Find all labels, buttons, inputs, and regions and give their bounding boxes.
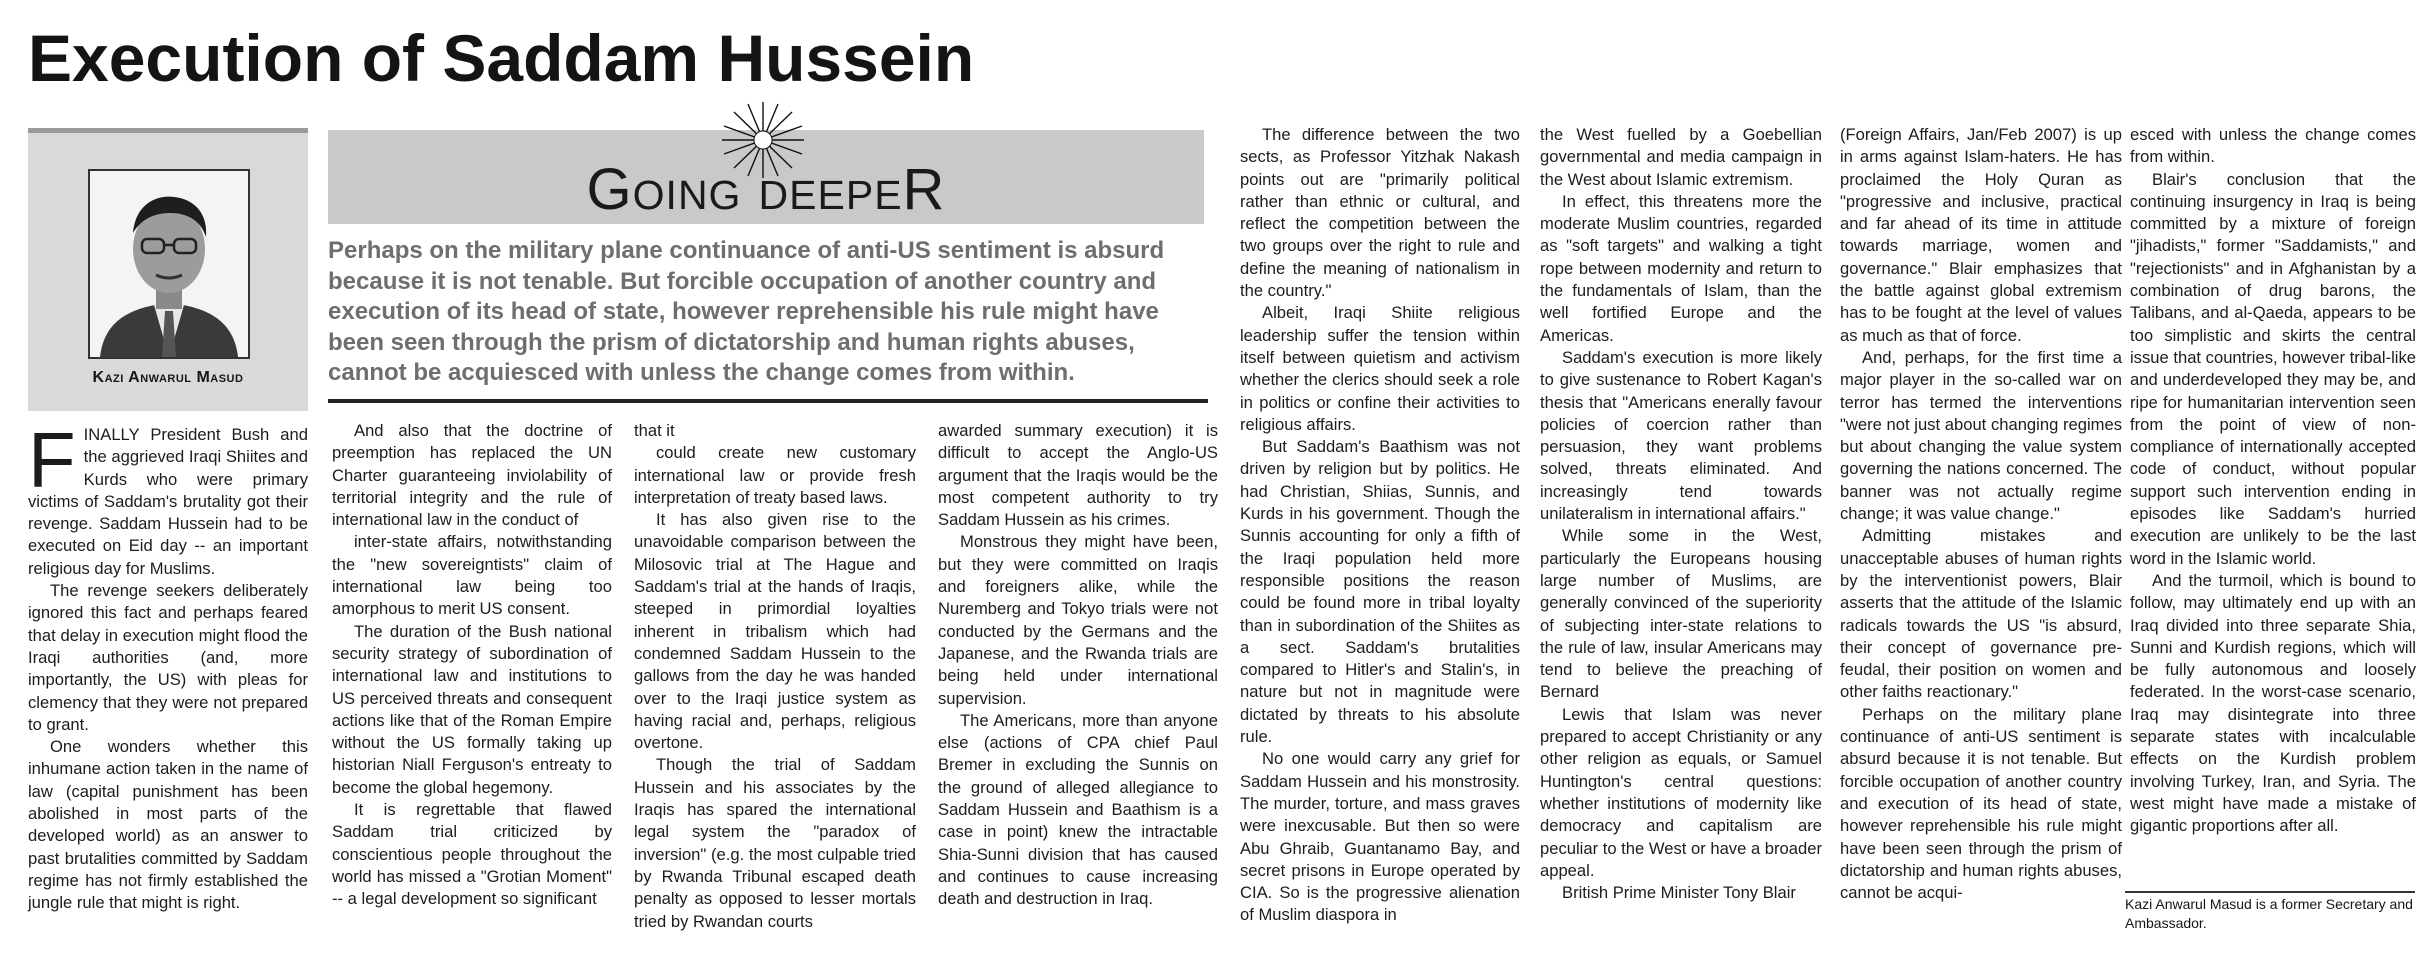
section-title: Going deepeR xyxy=(586,157,946,222)
body-column-7 xyxy=(1840,124,2122,904)
paragraph: No one would carry any grief for Saddam Hussein and his monstrosity. The murder, torture, and mass graves were inexcusable. But then so were Abu Ghraib, Guantanamo Bay, and secret prisons in Europe operated by CIA. So is the progressive alienation of Muslim diaspora in xyxy=(1240,749,1520,925)
paragraph: Monstrous they might have been, but they were committed on Iraqis and foreigners alike, while the Nuremberg and Tokyo trials were not conducted by the Germans and the Japanese, and the Rwanda trials are being held under international supervision. xyxy=(938,532,1218,708)
author-footnote: Kazi Anwarul Masud is a former Secretary and Ambassador. xyxy=(2125,896,2413,931)
paragraph: British Prime Minister Tony Blair xyxy=(1562,883,1796,903)
paragraph: It has also given rise to the unavoidable comparison between the Milosovic trial at The Hague and Saddam's trial at the hands of Iraqis, steeped in primordial loyalties inherent in tribalism which had condemned Saddam Hussein to the gallows from the day he was handed over to the Iraqi justice system as having racial and, perhaps, religious overtone. xyxy=(634,510,916,753)
body-column-5 xyxy=(1240,124,1520,927)
paragraph: The duration of the Bush national security strategy of subordination of international law and institutions to US perceived threats and consequent actions like that of the Roman Empire without the US formally taking up historian Niall Ferguson's entreaty to become the global hegemony. xyxy=(332,621,612,797)
drop-cap: F xyxy=(28,416,76,504)
paragraph: Though the trial of Saddam Hussein and his associates by the Iraqis has spared the international legal system the "paradox of inversion" (e.g. the most culpable tried by Rwanda Tribunal escaped death penalty as opposed to lesser mortals tried by Rwandan courts xyxy=(634,755,916,931)
paragraph: And, perhaps, for the first time a major player in the so-called war on terror has termed the interventions "were not just about changing regimes but about changing the value system governing the nations concerned. The banner was not actually regime change; it was value change." xyxy=(1840,347,2122,524)
paragraph: The difference between the two sects, as Professor Yitzhak Nakash points out are "primarily political rather than ethnic or cultural, and reflect the competition between the two groups over the right to rule and define the meaning of nationalism in the country." xyxy=(1240,125,1520,301)
body-column-8 xyxy=(2130,124,2416,838)
author-name: Kazi Anwarul Masud xyxy=(92,369,244,386)
paragraph: While some in the West, particularly the Europeans housing large number of Muslims, are generally convinced of the superiority of subjecting inter-state relations to the rule of law, insular Americans may tend to believe the preaching of Bernard xyxy=(1540,526,1822,702)
paragraph: esced with unless the change comes from within. xyxy=(2130,125,2416,167)
author-box xyxy=(28,128,308,411)
lead-paragraph xyxy=(28,416,308,580)
body-column-4 xyxy=(938,420,1218,911)
body-column-1 xyxy=(28,416,308,915)
paragraph: that it xyxy=(634,421,675,440)
body-column-6 xyxy=(1540,124,1822,904)
paragraph: One wonders whether this inhumane action taken in the name of law (capital punishment has been abolished in most parts of the developed world) as an answer to past brutalities committed by Saddam regime has not firmly established the jungle rule that might is right. xyxy=(28,737,308,913)
paragraph: awarded summary execution) it is difficult to accept the Anglo-US argument that the Iraqis would be the most competent authority to try Saddam Hussein as his crimes. xyxy=(938,421,1218,530)
paragraph: could create new customary international law or provide fresh interpretation of treaty based laws. xyxy=(634,443,916,507)
paragraph: the West fuelled by a Goebellian governmental and media campaign in the West about Islamic extremism. xyxy=(1540,125,1822,189)
paragraph: (Foreign Affairs, Jan/Feb 2007) is up in arms against Islam-haters. He has proclaimed the Holy Quran as "progressive and inclusive, practical and far ahead of its time in attitude towards marriage, women and governance." Blair emphasizes that the battle against global extremism has to be fought at the level of values as much as that of force. xyxy=(1840,125,2122,345)
paragraph: Albeit, Iraqi Shiite religious leadership suffer the tension within itself between quietism and activism whether the clerics should seek a role in politics or confine their activities to religious affairs. xyxy=(1240,303,1520,434)
paragraph: Saddam's execution is more likely to give sustenance to Robert Kagan's thesis that "Americans enerally favour policies of coercion rather than persuasion, they want problems solved, threats eliminated. And increasingly tend towards unilateralism in international affairs." xyxy=(1540,347,1822,524)
footnote-rule xyxy=(2125,891,2415,893)
body-column-2 xyxy=(332,420,612,911)
body-column-3 xyxy=(634,420,916,933)
paragraph: inter-state affairs, notwithstanding the "new sovereigntists" claim of international law being too amorphous to merit US consent. xyxy=(332,532,612,619)
paragraph: But Saddam's Baathism was not driven by religion but by politics. He had Christian, Shiias, Sunnis, and Kurds in his government. Though the Sunnis accounting for only a fifth of the Iraqi population held more responsible positions the reason could be found more in tribal loyalty than in subordination of the Shiites as a sect. Saddam's brutalities compared to Hitler's and Stalin's, in nature but not in magnitude were dictated by threats to his absolute rule. xyxy=(1240,437,1520,747)
paragraph: And also that the doctrine of preemption has replaced the UN Charter guaranteeing inviolability of territorial integrity and the rule of international law in the conduct of xyxy=(332,421,612,530)
paragraph: Blair's conclusion that the continuing insurgency in Iraq is being committed by a mixture of foreign "jihadists," former "Saddamists," and "rejectionists" and in Afghanistan by a combination of drug barons, the Talibans, and al-Qaeda, appears to be too simplistic and skirts the central issue that countries, however tribal-like and underdeveloped they may be, and ripe for humanitarian intervention seen from the point of view of non-compliance of internationally accepted code of conduct, without popular support such intervention ending in episodes like Saddam's hurried execution are unlikely to be the last word in the Islamic world. xyxy=(2130,169,2416,568)
paragraph: Admitting mistakes and unacceptable abuses of human rights by the interventionist powers, Blair asserts that the attitude of the Islamic radicals towards the US "is absurd, their concept of governance pre-feudal, their position on women and other faiths reactionary." xyxy=(1840,526,2122,702)
headline: Execution of Saddam Hussein xyxy=(28,21,975,95)
paragraph: In effect, this threatens more the moderate Muslim countries, regarded as "soft targets" and walking a tight rope between modernity and return to the fundamentals of Islam, than the well fortified Europe and the Americas. xyxy=(1540,191,1822,345)
deck-rule xyxy=(328,399,1208,403)
paragraph: Lewis that Islam was never prepared to accept Christianity or any other religion as equals, or Samuel Huntington's central questions: whether institutions of modernity like democracy and capitalism are peculiar to the West or have a broader appeal. xyxy=(1540,704,1822,880)
paragraph: It is regrettable that flawed Saddam trial criticized by conscientious people throughout the world has missed a "Grotian Moment" -- a legal development so significant xyxy=(332,800,612,909)
deck-quote: Perhaps on the military plane continuance of anti-US sentiment is absurd because it is not tenable. But forcible occupation of another country and execution of its head of state, however reprehensible his rule might have been seen through the prism of dictatorship and human rights abuses, cannot be acquiesced with unless the change comes from within. xyxy=(328,237,1165,386)
paragraph: Perhaps on the military plane continuance of anti-US sentiment is absurd because it is not tenable. But forcible occupation of another country and execution of its head of state, however reprehensible his rule might have been seen through the prism of dictatorship and human rights abuses, cannot be acqui- xyxy=(1840,704,2122,903)
paragraph: The revenge seekers deliberately ignored this fact and perhaps feared that delay in execution might flood the Iraqi authorities (and, more importantly, the US) with pleas for clemency that they were not prepared to grant. xyxy=(28,581,308,734)
paragraph: And the turmoil, which is bound to follow, may ultimately end up with an Iraq divided into three separate Shia, Sunni and Kurdish regions, which will be fully autonomous and loosely federated. In the worst-case scenario, Iraq may disintegrate into three separate states with incalculable effects on the Kurdish problem involving Turkey, Iran, and Syria. The west might have made a mistake of gigantic proportions after all. xyxy=(2130,570,2416,836)
lead-text: INALLY President Bush and the aggrieved Iraqi Shiites and Kurds who were primary victims of Saddam's brutality got their revenge. Saddam Hussein had to be executed on Eid day -- an important religious day for Muslims. xyxy=(28,425,308,578)
author-portrait-icon xyxy=(88,169,250,359)
paragraph: The Americans, more than anyone else (actions of CPA chief Paul Bremer in excluding the Sunnis on the ground of alleged allegiance to Saddam Hussein and Baathism is a case in point) knew the intractable Shia-Sunni division that has caused and continues to cause increasing death and destruction in Iraq. xyxy=(938,710,1218,909)
